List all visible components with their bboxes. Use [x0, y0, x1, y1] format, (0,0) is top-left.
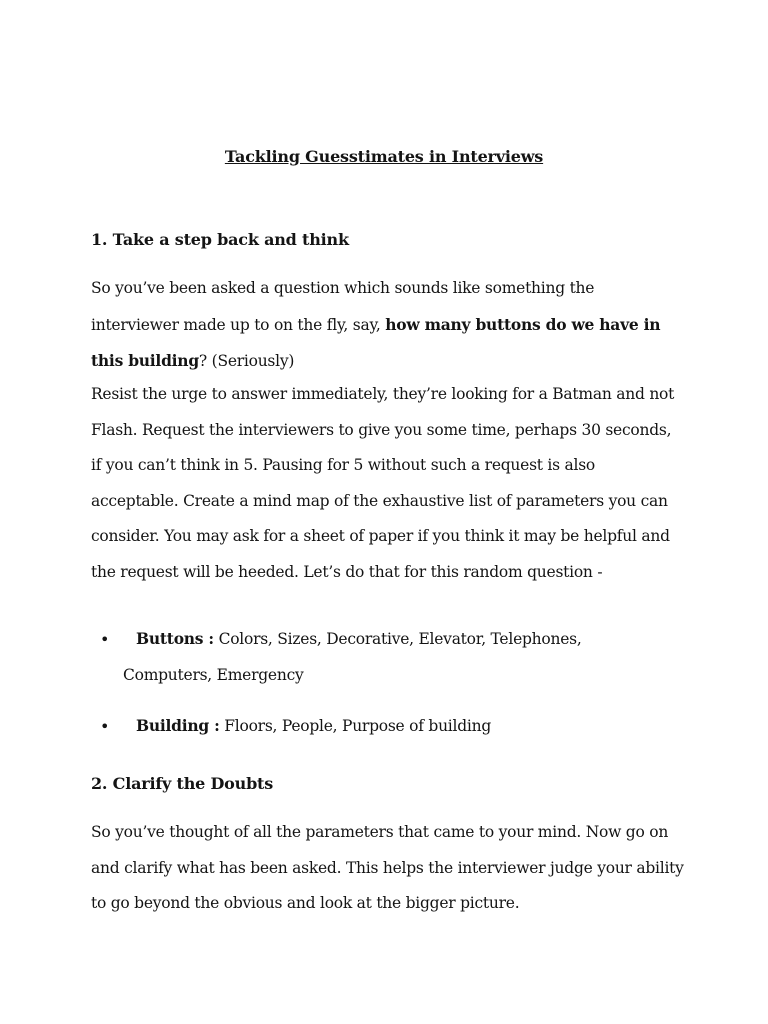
paragraph-text: ? (Seriously): [198, 352, 295, 370]
section-heading-take-a-step-back: 1. Take a step back and think: [91, 230, 349, 249]
paragraph-bold-question: how many buttons do we have in this building: [91, 314, 661, 370]
section-heading-clarify-doubts: 2. Clarify the Doubts: [91, 774, 274, 793]
document-title: Tackling Guesstimates in Interviews: [224, 147, 544, 166]
bullet-value: Floors, People, Purpose of building: [219, 717, 492, 735]
bullet-label: Buttons :: [136, 629, 214, 648]
paragraph-clarify: So you’ve thought of all the parameters that came to your mind. Now go on and clarify what has been asked. This helps the interviewer judge your ability to go beyond the obvious and look at the bigger picture.: [91, 823, 684, 912]
bullet-label: Building :: [136, 716, 220, 735]
paragraph-text: So you’ve been asked a question which sounds like something the interviewer made up to on the fly, say,: [91, 279, 595, 334]
paragraph-question-intro: [91, 271, 681, 380]
bullet-icon: •: [100, 717, 110, 736]
bullet-text: [123, 621, 668, 693]
bullet-value: Colors, Sizes, Decorative, Elevator, Telephones, Computers, Emergency: [123, 630, 582, 684]
paragraph-resist-urge: Resist the urge to answer immediately, they’re looking for a Batman and not Flash. Request the interviewers to give you some time, perhaps 30 seconds, if you can’t think in 5. Pausing for 5 without such a request is also acceptable. Create a mind map of the exhaustive list of parameters you can consider. You may ask for a sheet of paper if you think it may be helpful and the request will be heeded. Let’s do that for this random question -: [91, 385, 675, 581]
bullet-icon: •: [100, 630, 110, 649]
bullet-text: [123, 708, 668, 745]
